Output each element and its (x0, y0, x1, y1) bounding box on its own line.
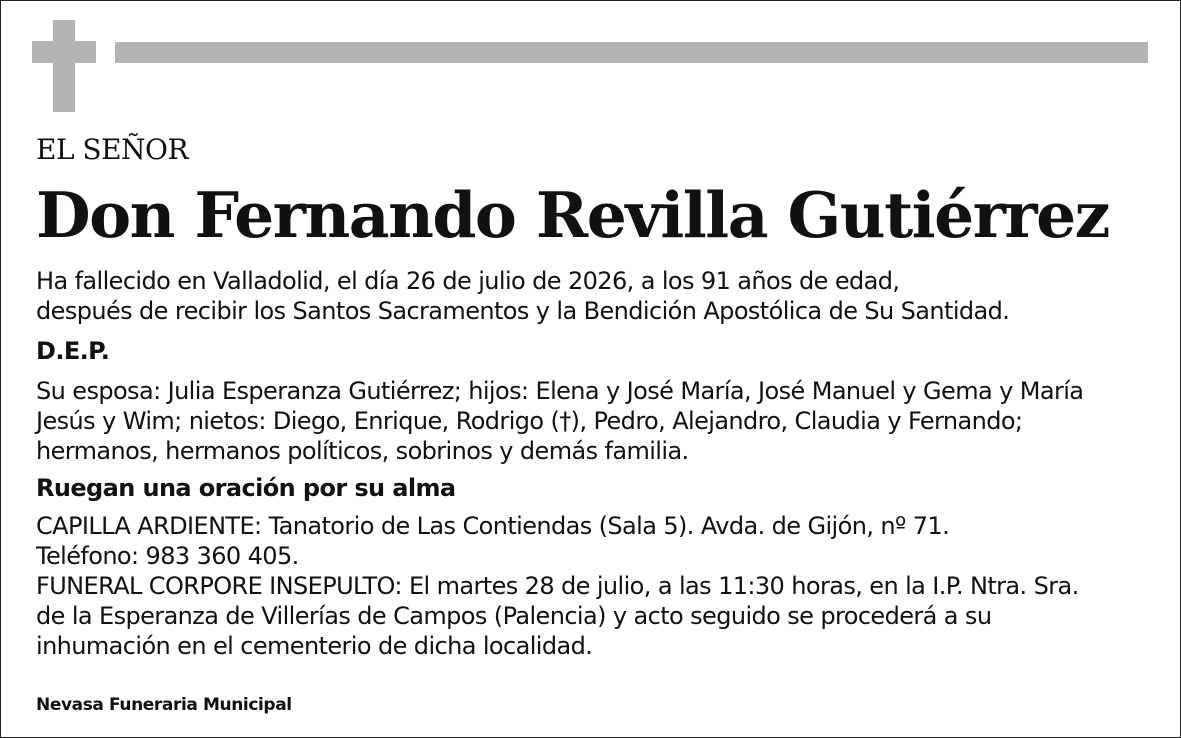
prayer-request-heading: Ruegan una oración por su alma (36, 474, 456, 502)
service-line: inhumación en el cementerio de dicha localidad. (36, 632, 593, 660)
service-line: de la Esperanza de Villerías de Campos (Palencia) y acto seguido se procederá a su (36, 602, 992, 630)
death-announcement (36, 266, 1151, 326)
service-line: CAPILLA ARDIENTE: Tanatorio de Las Contiendas (Sala 5). Avda. de Gijón, nº 71. (36, 512, 950, 540)
family-line: hermanos, hermanos políticos, sobrinos y demás familia. (36, 437, 689, 465)
notice-body (36, 134, 1151, 661)
title-prefix: EL SEÑOR (36, 133, 189, 166)
header-divider-bar (115, 42, 1148, 63)
service-line: FUNERAL CORPORE INSEPULTO: El martes 28 de julio, a las 11:30 horas, en la I.P. Ntra. Sra. (36, 572, 1079, 600)
funeral-home-credit: Nevasa Funeraria Municipal (36, 695, 292, 715)
announcement-line: Ha fallecido en Valladolid, el día 26 de julio de 2026, a los 91 años de edad, (36, 267, 900, 295)
family-line: Su esposa: Julia Esperanza Gutiérrez; hijos: Elena y José María, José Manuel y Gema y María (36, 377, 1084, 405)
cross-icon-horizontal (32, 41, 96, 63)
announcement-line: después de recibir los Santos Sacramentos y la Bendición Apostólica de Su Santidad. (36, 297, 1010, 325)
family-line: Jesús y Wim; nietos: Diego, Enrique, Rodrigo (†), Pedro, Alejandro, Claudia y Fernando; (36, 407, 1023, 435)
deceased-name: Don Fernando Revilla Gutiérrez (36, 178, 1109, 252)
service-details (36, 511, 1151, 661)
family-list (36, 376, 1151, 466)
dep-heading: D.E.P. (36, 337, 110, 365)
cross-icon-vertical (53, 20, 75, 112)
service-line: Teléfono: 983 360 405. (36, 542, 299, 570)
